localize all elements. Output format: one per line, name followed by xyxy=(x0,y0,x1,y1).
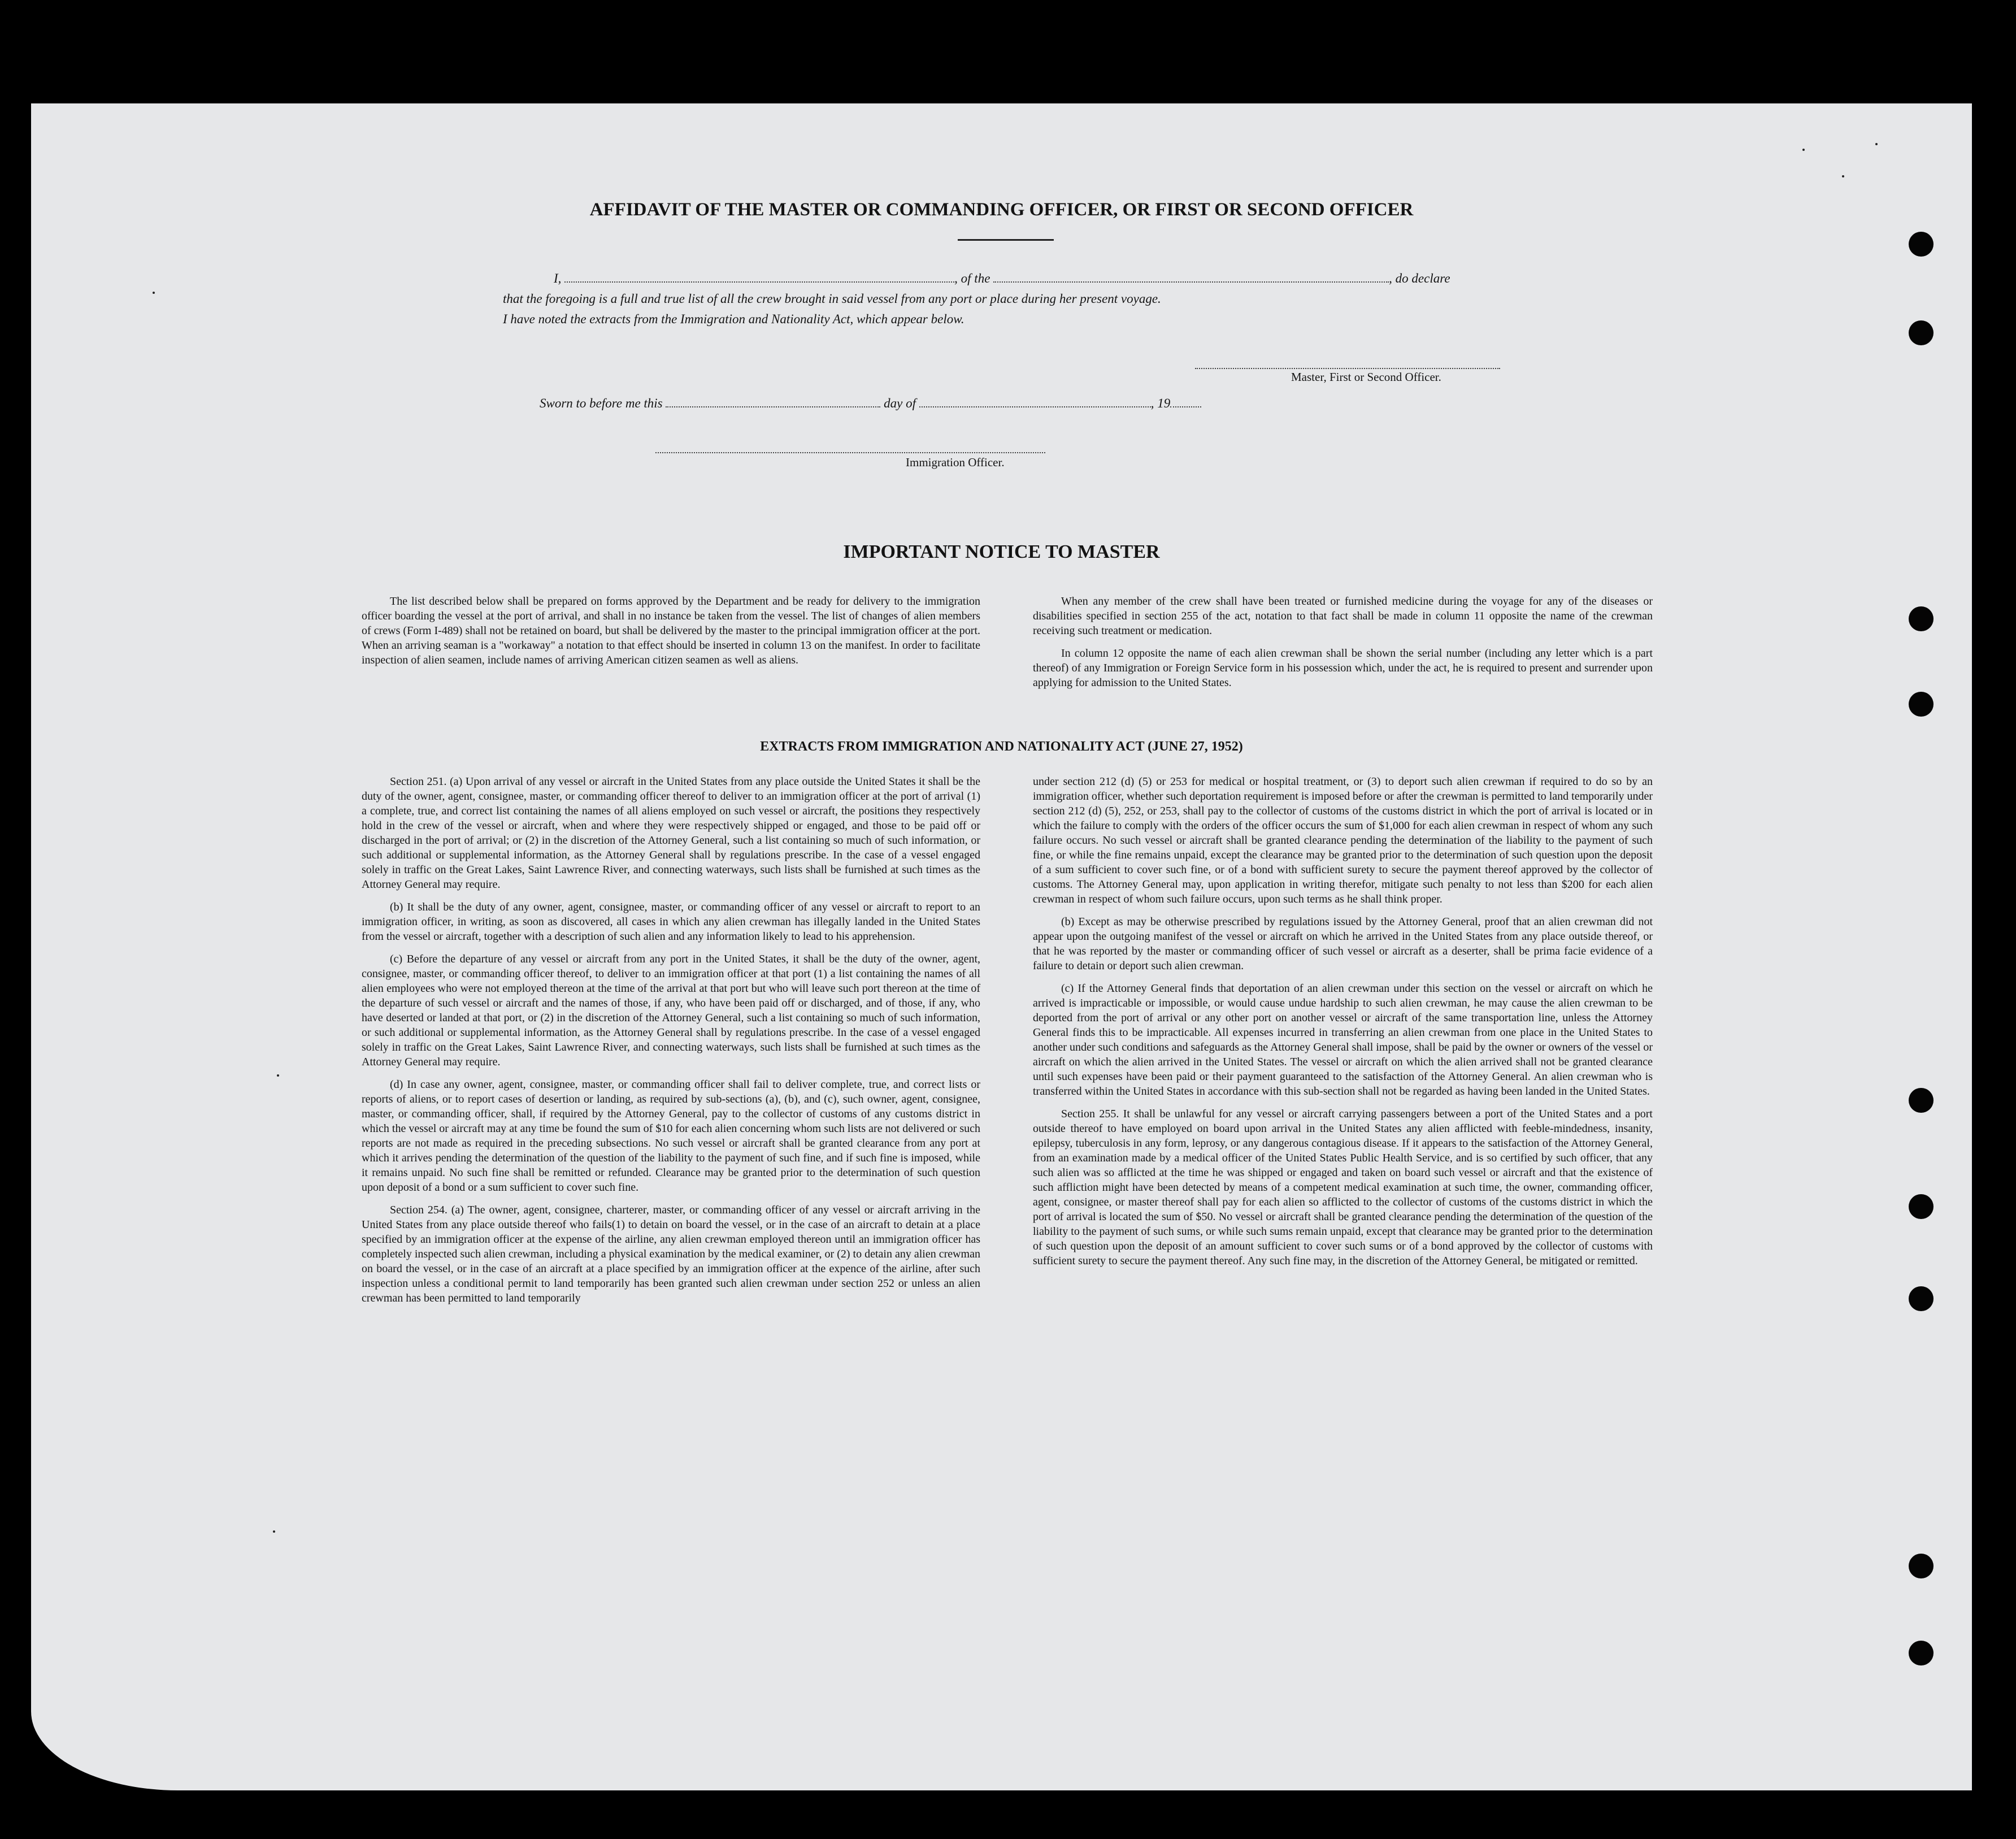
name-blank[interactable] xyxy=(564,271,954,283)
extracts-left-column xyxy=(362,774,980,1313)
affidavit-title: AFFIDAVIT OF THE MASTER OR COMMANDING OFFICER, OR FIRST OR SECOND OFFICER xyxy=(589,199,1414,220)
title-divider xyxy=(958,239,1054,241)
vessel-blank[interactable] xyxy=(993,271,1389,283)
statute-paragraph: (c) If the Attorney General finds that deportation of an alien crewman under this section on the vessel or aircraft on which he arrived is impracticable or impossible, or would cause undue hardship to such alien crewman, he may cause the alien crewman to be deported from the port of arrival or any other port on another vessel or aircraft of the same transportation line, unless the Attorney General finds this to be impracticable. All expenses incurred in transferring an alien crewman from one place in the United States to another under such conditions and safeguards as the Attorney General shall impose, shall be paid by the owner or owners of the vessel or aircraft on which the alien arrived in the United States. The vessel or aircraft on which the alien arrived shall not be granted clearance until such expenses have been paid or their payment guaranteed to the satisfaction of the Attorney General. An alien crewman who is transferred within the United States in accordance with this sub-section shall not be regarded as having been landed in the United States. xyxy=(1033,982,1653,1098)
year-label: , 19 xyxy=(1150,396,1171,410)
sworn-label: Sworn to before me this xyxy=(540,396,663,410)
affidavit-line-1 xyxy=(554,271,1450,286)
statute-paragraph: Section 255. It shall be unlawful for any vessel or aircraft carrying passengers between a port of the United States and a port outside thereof to have employed on board upon arrival in the United States any alien afflicted with feeble-mindedness, insanity, epilepsy, tuberculosis in any form, leprosy, or any dangerous contagious disease. If it appears to the satisfaction of the Attorney General, from an examination made by a medical officer of the United States Public Health Service, and is so certified by such officer, that any such alien was so afflicted at the time he was shipped or engaged and taken on board such vessel or aircraft and that the existence of such affliction might have been detected by means of a competent medical examination at such time, the owner, commanding officer, agent, consignee, or master thereof shall pay for each alien so afflicted to the collector of customs of the customs district in which the port of arrival is located the sum of $50. No vessel or aircraft shall be granted clearance pending the determination of the question of the liability to the payment of such sums, or while such sums remain unpaid, except that clearance may be granted prior to the determination of such question upon the deposit of an amount sufficient to cover such sums or of a bond approved by the collector of customs with sufficient surety to secure the payment thereof. Any such fine may, in the discretion of the Attorney General, be mitigated or remitted. xyxy=(1033,1108,1653,1267)
sworn-day-blank[interactable] xyxy=(666,396,880,407)
of-the-label: , of the xyxy=(954,271,990,285)
paper-speck xyxy=(277,1074,279,1077)
affidavit-i-label: I, xyxy=(554,271,562,285)
punch-hole xyxy=(1909,1286,1934,1311)
master-caption: Master, First or Second Officer. xyxy=(1291,370,1441,384)
notice-right-column xyxy=(1033,594,1653,698)
punch-hole xyxy=(1909,320,1934,345)
punch-hole xyxy=(1909,232,1934,257)
statute-paragraph: Section 251. (a) Upon arrival of any vessel or aircraft in the United States from any place outside the United States it shall be the duty of the owner, agent, consignee, master, or commanding officer thereof to deliver to an immigration officer at the port of arrival (1) a complete, true, and correct list containing the names of all aliens employed on such vessel or aircraft, the positions they respectively hold in the crew of the vessel or aircraft, when and where they were respectively shipped or engaged, and those to be paid off or discharged in the port of arrival; or (2) in the discretion of the Attorney General, such a list containing so much of such information, or such additional or supplemental information, as the Attorney General shall by regulations prescribe. In the case of a vessel engaged solely in traffic on the Great Lakes, Saint Lawrence River, and connecting waterways, such lists shall be furnished at such times as the Attorney General may require. xyxy=(362,775,980,891)
notice-title: IMPORTANT NOTICE TO MASTER xyxy=(843,541,1160,562)
statute-paragraph: (d) In case any owner, agent, consignee, master, or commanding officer shall fail to deliver complete, true, and correct lists or reports of aliens, or to report cases of desertion or landing, as required by sub-sections (a), (b), and (c), such owner, agent, consignee, master, or commanding officer, shall, if required by the Attorney General, pay to the collector of customs of any customs district in which the vessel or aircraft may at any time be found the sum of $10 for each alien concerning whom such lists are not delivered or such reports are not made as required in the preceding subsections. No such vessel or aircraft shall be granted clearance from any port at which it arrives pending the determination of the question of the liability to the payment of such fine, and if such fine is imposed, while it remains unpaid. No such fine shall be remitted or refunded. Clearance may be granted prior to the determination of such question upon deposit of a bond or a sum sufficient to cover such fine. xyxy=(362,1078,980,1194)
notice-paragraph: In column 12 opposite the name of each alien crewman shall be shown the serial number (including any letter which is a part thereof) of any Immigration or Foreign Service form in his possession which, under the act, he is required to present and surrender upon applying for admission to the United States. xyxy=(1033,647,1653,689)
statute-paragraph: (b) It shall be the duty of any owner, agent, consignee, master, or commanding officer of any vessel or aircraft to report to an immigration officer, in writing, as soon as discovered, all cases in which any alien crewman has illegally landed in the United States from the vessel or aircraft, together with a description of such alien and any information likely to lead to his apprehension. xyxy=(362,901,980,943)
paper-speck xyxy=(1875,143,1878,145)
statute-paragraph: (c) Before the departure of any vessel or aircraft from any port in the United States, it shall be the duty of the owner, agent, consignee, master, or commanding officer thereof, to deliver to an immigration officer at that port (1) a list containing the names of all alien employees who were not employed thereon at the time of the arrival at that port but who will leave such port thereon at the time of the departure of such vessel or aircraft and the names of those, if any, who have been paid off or discharged, and of those, if any, who have deserted or landed at that port, or (2) in the discretion of the Attorney General, such a list containing so much of such information, or such additional or supplemental information, as the Attorney General shall by regulations prescribe. In the case of a vessel engaged solely in traffic on the Great Lakes, Saint Lawrence River, and connecting waterways, such lists shall be furnished at such times as the Attorney General may require. xyxy=(362,953,980,1068)
master-signature-line[interactable] xyxy=(1195,368,1500,369)
notice-left-column xyxy=(362,594,980,675)
paper-speck xyxy=(153,292,155,294)
punch-hole xyxy=(1909,692,1934,717)
extracts-title: EXTRACTS FROM IMMIGRATION AND NATIONALITY ACT (JUNE 27, 1952) xyxy=(760,739,1243,754)
notice-paragraph: When any member of the crew shall have been treated or furnished medicine during the voyage for any of the diseases or disabilities specified in section 255 of the act, notation to that fact shall be made in column 11 opposite the name of the crewman receiving such treatment or medication. xyxy=(1033,595,1653,637)
day-of-label: day of xyxy=(884,396,916,410)
statute-paragraph: under section 212 (d) (5) or 253 for medical or hospital treatment, or (3) to deport such alien crewman if required to do so by an immigration officer, whether such deportation requirement is imposed before or after the crewman is permitted to land temporarily under section 212 (d) (5), 252, or 253, shall pay to the collector of customs of the customs district in which the port of arrival is located or in which the failure to comply with the orders of the officer occurs the sum of $1,000 for each alien crewman in respect of whom any such failure occurs. No such vessel or aircraft shall be granted clearance pending the determination of the liability to the payment of such fine, or while the fine remains unpaid, except the clearance may be granted prior to the determination of such question upon the deposit of a sum sufficient to cover such fine, or of a bond with sufficient surety to secure the payment thereof approved by the collector of customs. The Attorney General may, upon application in writing therefor, mitigate such penalty to not less than $200 for each alien crewman in respect of whom such failure occurs, upon such terms as he shall think proper. xyxy=(1033,775,1653,905)
punch-hole xyxy=(1909,1554,1934,1578)
sworn-month-blank[interactable] xyxy=(919,396,1151,407)
statute-paragraph: Section 254. (a) The owner, agent, consignee, charterer, master, or commanding officer of any vessel or aircraft arriving in the United States from any place outside thereof who fails(1) to detain on board the vessel, or in the case of an aircraft to detain at a place specified by an immigration officer at the expense of the airline, any alien crewman employed thereon until an immigration officer has completely inspected such alien crewman, including a physical examination by the medical examiner, or (2) to detain any alien crewman on board the vessel, or in the case of an aircraft at a place specified by an immigration officer at the expence of the airline, after such inspection unless a conditional permit to land temporarily has been granted such alien crewman under section 252 or unless an alien crewman has been permitted to land temporarily xyxy=(362,1204,980,1304)
punch-hole xyxy=(1909,1194,1934,1219)
do-declare-label: , do declare xyxy=(1389,271,1450,285)
punch-hole xyxy=(1909,1088,1934,1113)
affidavit-line-2: that the foregoing is a full and true list of all the crew brought in said vessel from any port or place during her present voyage. xyxy=(503,292,1161,306)
extracts-right-column xyxy=(1033,774,1653,1276)
paper-speck xyxy=(1802,149,1805,151)
sworn-year-blank[interactable] xyxy=(1170,396,1201,407)
affidavit-line-3: I have noted the extracts from the Immigration and Nationality Act, which appear below. xyxy=(503,312,964,326)
sworn-line xyxy=(540,396,1201,411)
statute-paragraph: (b) Except as may be otherwise prescribed by regulations issued by the Attorney General, proof that an alien crewman did not appear upon the outgoing manifest of the vessel or aircraft on which he arrived in the United States from any place outside thereof, or that he was reported by the master or commanding officer of such vessel or aircraft as a deserter, shall be prima facie evidence of a failure to detain or deport such alien crewman. xyxy=(1033,916,1653,972)
punch-hole xyxy=(1909,1641,1934,1665)
notice-paragraph: The list described below shall be prepared on forms approved by the Department and be ready for delivery to the immigration officer boarding the vessel at the port of arrival, and shall in no instance be taken from the vessel. The list of changes of alien members of crews (Form I-489) shall not be retained on board, but shall be delivered by the master to the principal immigration officer at the port. When an arriving seaman is a "workaway" a notation to that effect should be inserted in column 13 on the manifest. In order to facilitate inspection of alien seamen, include names of arriving American citizen seamen as well as aliens. xyxy=(362,595,980,666)
punch-hole xyxy=(1909,606,1934,631)
paper-speck xyxy=(273,1530,275,1533)
document-page xyxy=(31,103,1972,1790)
paper-speck xyxy=(1842,175,1844,177)
immigration-officer-signature-line[interactable] xyxy=(655,452,1045,453)
immigration-officer-caption: Immigration Officer. xyxy=(906,456,1005,469)
